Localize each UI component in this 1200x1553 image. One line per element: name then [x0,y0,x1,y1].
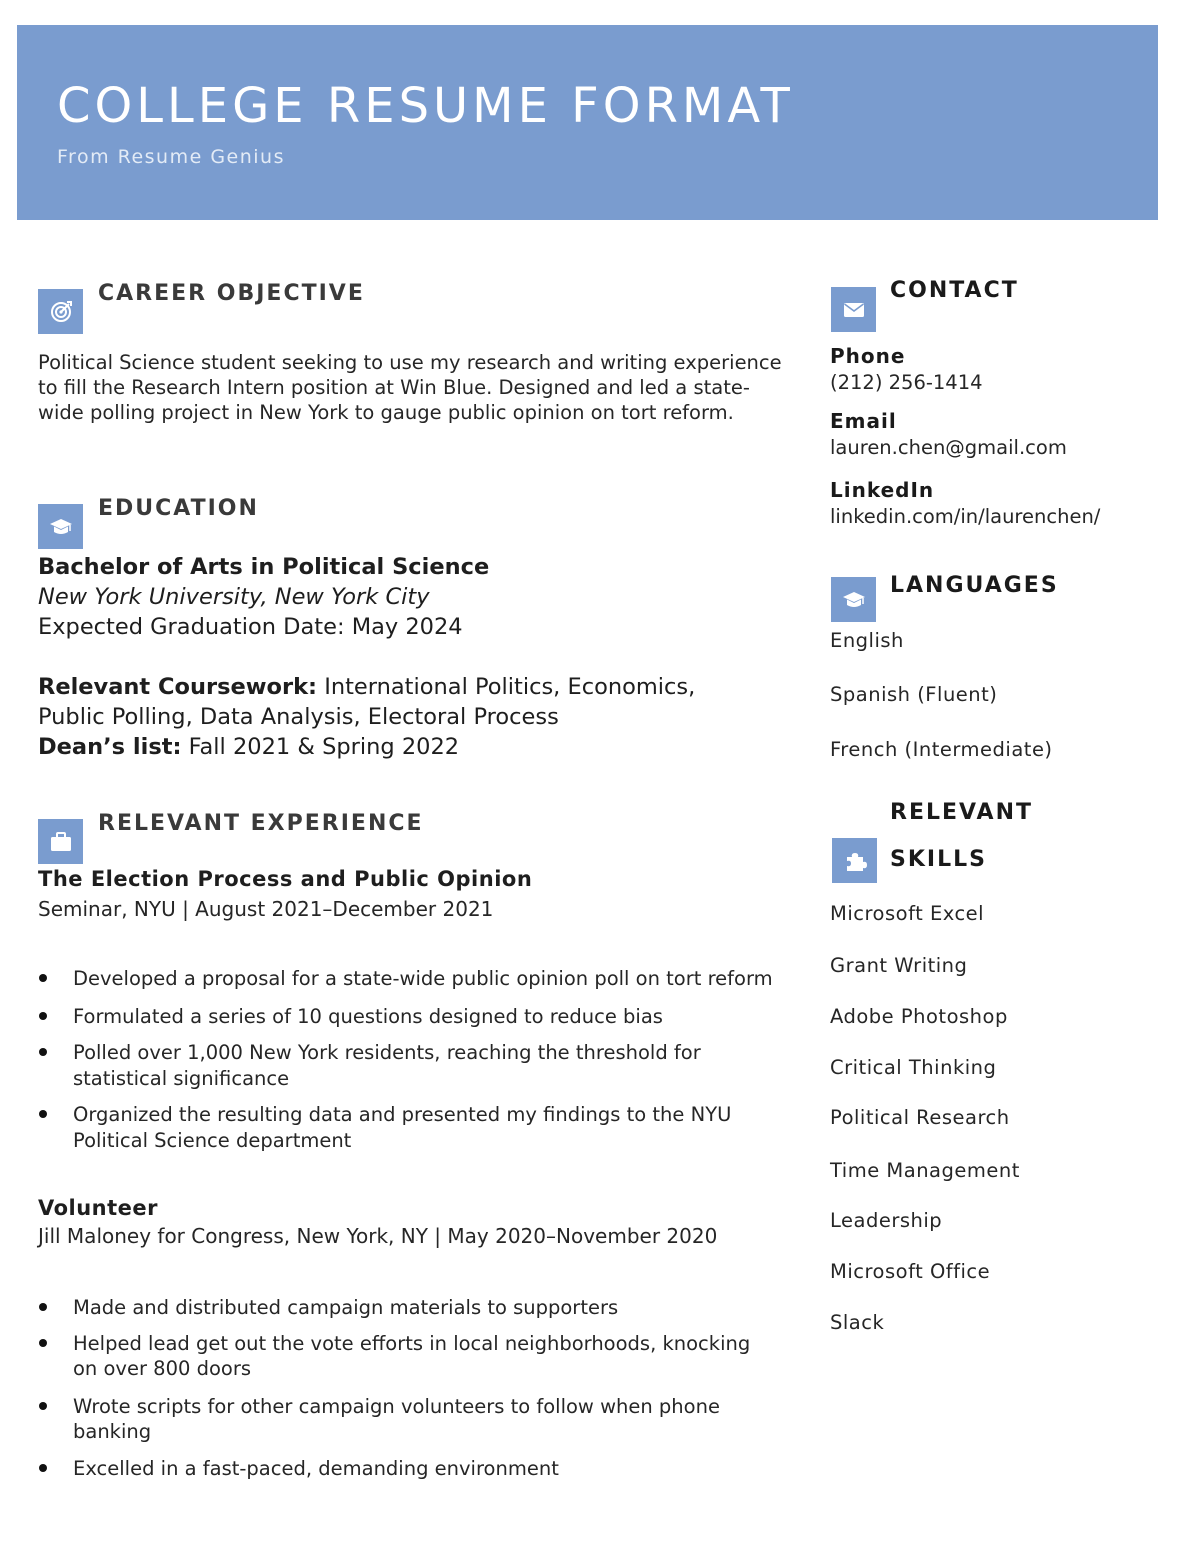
deans-list [38,732,798,762]
skills-heading-line-2: SKILLS [890,847,987,872]
education-heading: EDUCATION [98,496,259,521]
puzzle-piece-icon [832,838,877,883]
bullet-item: Organized the resulting data and presented my findings to the NYU Political Science department [38,1102,783,1153]
target-icon [38,289,83,334]
resume-title: COLLEGE RESUME FORMAT [57,78,794,134]
career-objective-heading: CAREER OBJECTIVE [98,281,365,306]
skill-item: Political Research [830,1106,1010,1129]
objective-text: Political Science student seeking to use my research and writing experience to fill the Research Intern position at Win Blue. Designed and led a state-wide polling project in New York to gauge public opinion on tort reform. [38,351,782,424]
job-title: The Election Process and Public Opinion [38,867,533,891]
job-title: Volunteer [38,1196,159,1220]
languages-heading: LANGUAGES [890,573,1059,598]
graduation-cap-icon [831,577,876,622]
job-bullets [38,1295,768,1481]
experience-heading: RELEVANT EXPERIENCE [98,811,424,836]
skill-item: Microsoft Excel [830,902,985,925]
graduation-date: Expected Graduation Date: May 2024 [38,614,463,640]
phone-label: Phone [830,344,906,368]
linkedin-value: linkedin.com/in/laurenchen/ [830,505,1101,528]
education-block [38,552,798,762]
bullet-item: Made and distributed campaign materials to supporters [38,1295,768,1321]
bullet-item: Developed a proposal for a state-wide public opinion poll on tort reform [38,966,783,992]
skill-item: Slack [830,1311,885,1334]
bullet-item: Excelled in a fast-paced, demanding environment [38,1456,768,1482]
graduation-cap-icon [38,504,83,549]
job-subtitle: Jill Maloney for Congress, New York, NY | May 2020–November 2020 [38,1224,718,1248]
header-banner [17,25,1158,220]
contact-heading: CONTACT [890,278,1019,303]
degree: Bachelor of Arts in Political Science [38,554,490,580]
bullet-item: Polled over 1,000 New York residents, reaching the threshold for statistical significance [38,1040,783,1091]
coursework-value-1: International Politics, Economics, [324,674,696,700]
linkedin-label: LinkedIn [830,478,935,502]
email-value: lauren.chen@gmail.com [830,436,1067,459]
bullet-item: Wrote scripts for other campaign volunteers to follow when phone banking [38,1394,768,1445]
envelope-icon [831,287,876,332]
skill-item: Microsoft Office [830,1260,991,1283]
language-item: French (Intermediate) [830,738,1053,761]
job-subtitle: Seminar, NYU | August 2021–December 2021 [38,897,494,921]
skill-item: Time Management [830,1159,1020,1182]
school: New York University, New York City [38,584,430,610]
bullet-item: Helped lead get out the vote efforts in local neighborhoods, knocking on over 800 doors [38,1331,768,1382]
deans-list-value: Fall 2021 & Spring 2022 [188,734,460,760]
email-label: Email [830,409,897,433]
briefcase-icon [38,819,83,864]
coursework-value-2: Public Polling, Data Analysis, Electoral Process [38,704,559,730]
phone-value: (212) 256-1414 [830,371,983,394]
language-item: English [830,629,904,652]
job-bullets [38,966,783,1153]
coursework-label: Relevant Coursework: [38,674,318,700]
language-item: Spanish (Fluent) [830,683,998,706]
skill-item: Leadership [830,1209,943,1232]
skill-item: Adobe Photoshop [830,1005,1008,1028]
resume-subtitle: From Resume Genius [57,146,286,168]
skill-item: Grant Writing [830,954,968,977]
skills-heading-line-1: RELEVANT [890,800,1033,825]
skill-item: Critical Thinking [830,1056,997,1079]
coursework-line-1 [38,672,798,702]
bullet-item: Formulated a series of 10 questions designed to reduce bias [38,1004,783,1030]
deans-list-label: Dean’s list: [38,734,182,760]
